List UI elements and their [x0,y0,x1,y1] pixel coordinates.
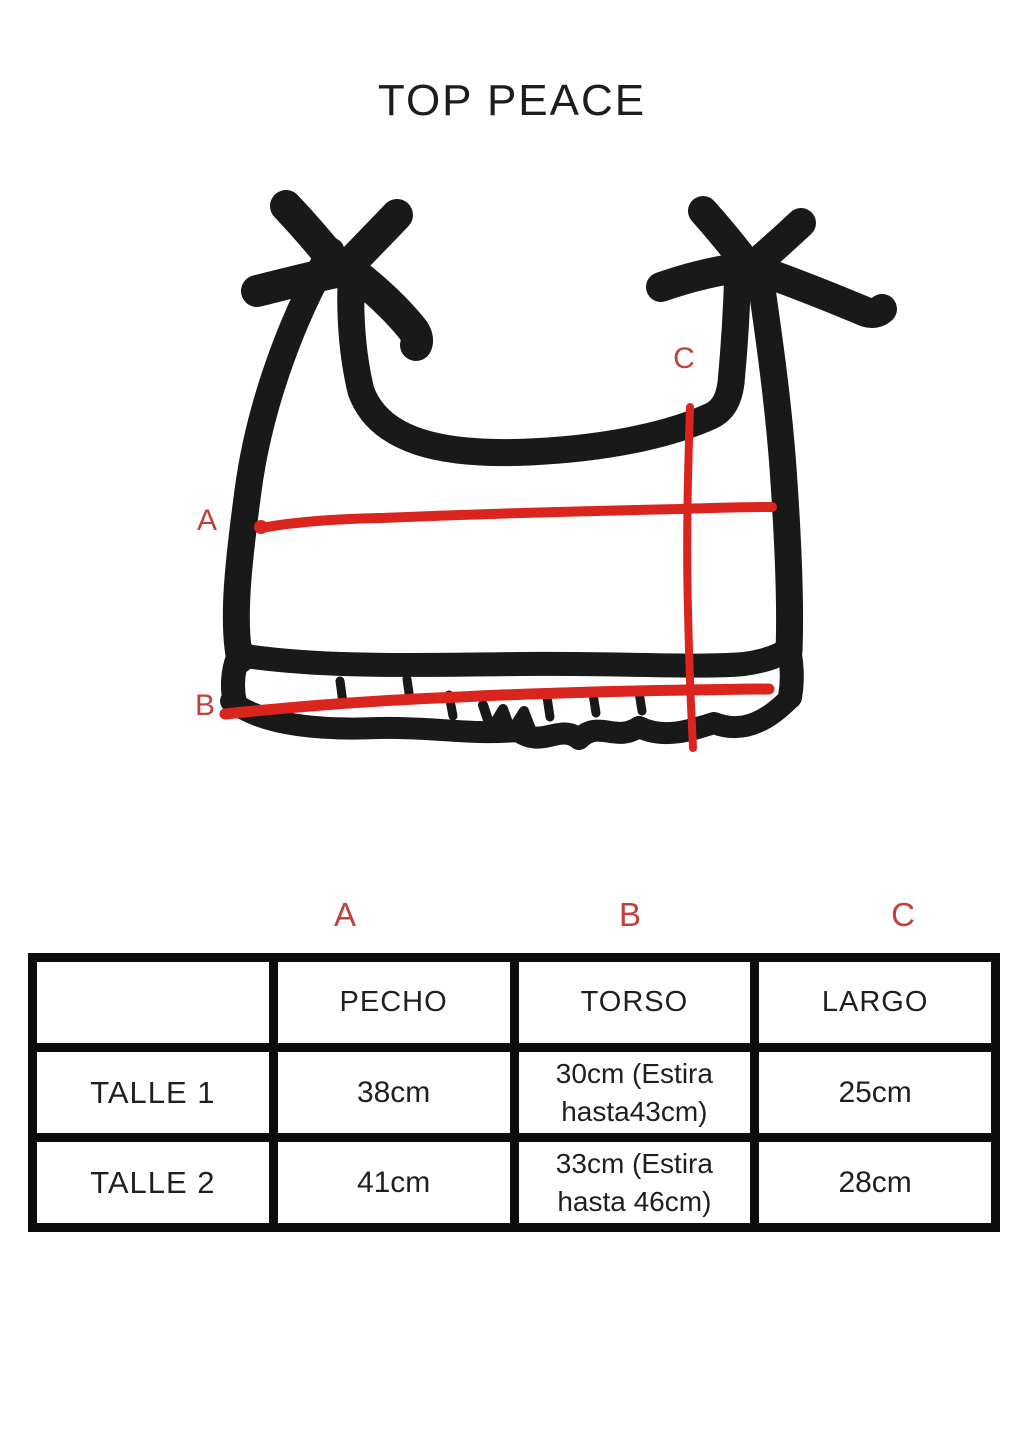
row1-largo-value: 25cm [755,1048,996,1138]
size-table-header-row [33,958,996,1048]
row1-pecho-value: 38cm [273,1048,514,1138]
table-row [33,1138,996,1228]
diagram-label-c: C [673,342,695,375]
row1-torso-value: 30cm (Estira hasta43cm) [514,1048,755,1138]
header-largo: LARGO [755,958,996,1048]
size-table [28,953,1000,1232]
measure-line-a [254,507,772,534]
diagram-label-b: B [194,689,215,722]
header-pecho: PECHO [273,958,514,1048]
header-empty [33,958,274,1048]
page-title: TOP PEACE [377,76,647,125]
row2-size-label: TALLE 2 [33,1138,274,1228]
header-torso: TORSO [514,958,755,1048]
column-letter-c: C [891,896,915,933]
column-letter-b: B [618,896,641,933]
row2-largo-value: 28cm [755,1138,996,1228]
diagram-label-a: A [196,504,217,537]
row1-size-label: TALLE 1 [33,1048,274,1138]
table-row [33,1048,996,1138]
row2-pecho-value: 41cm [273,1138,514,1228]
garment-outline [236,251,789,660]
measure-line-c [687,407,693,748]
column-letter-a: A [333,896,356,933]
row2-torso-value: 33cm (Estira hasta 46cm) [514,1138,755,1228]
